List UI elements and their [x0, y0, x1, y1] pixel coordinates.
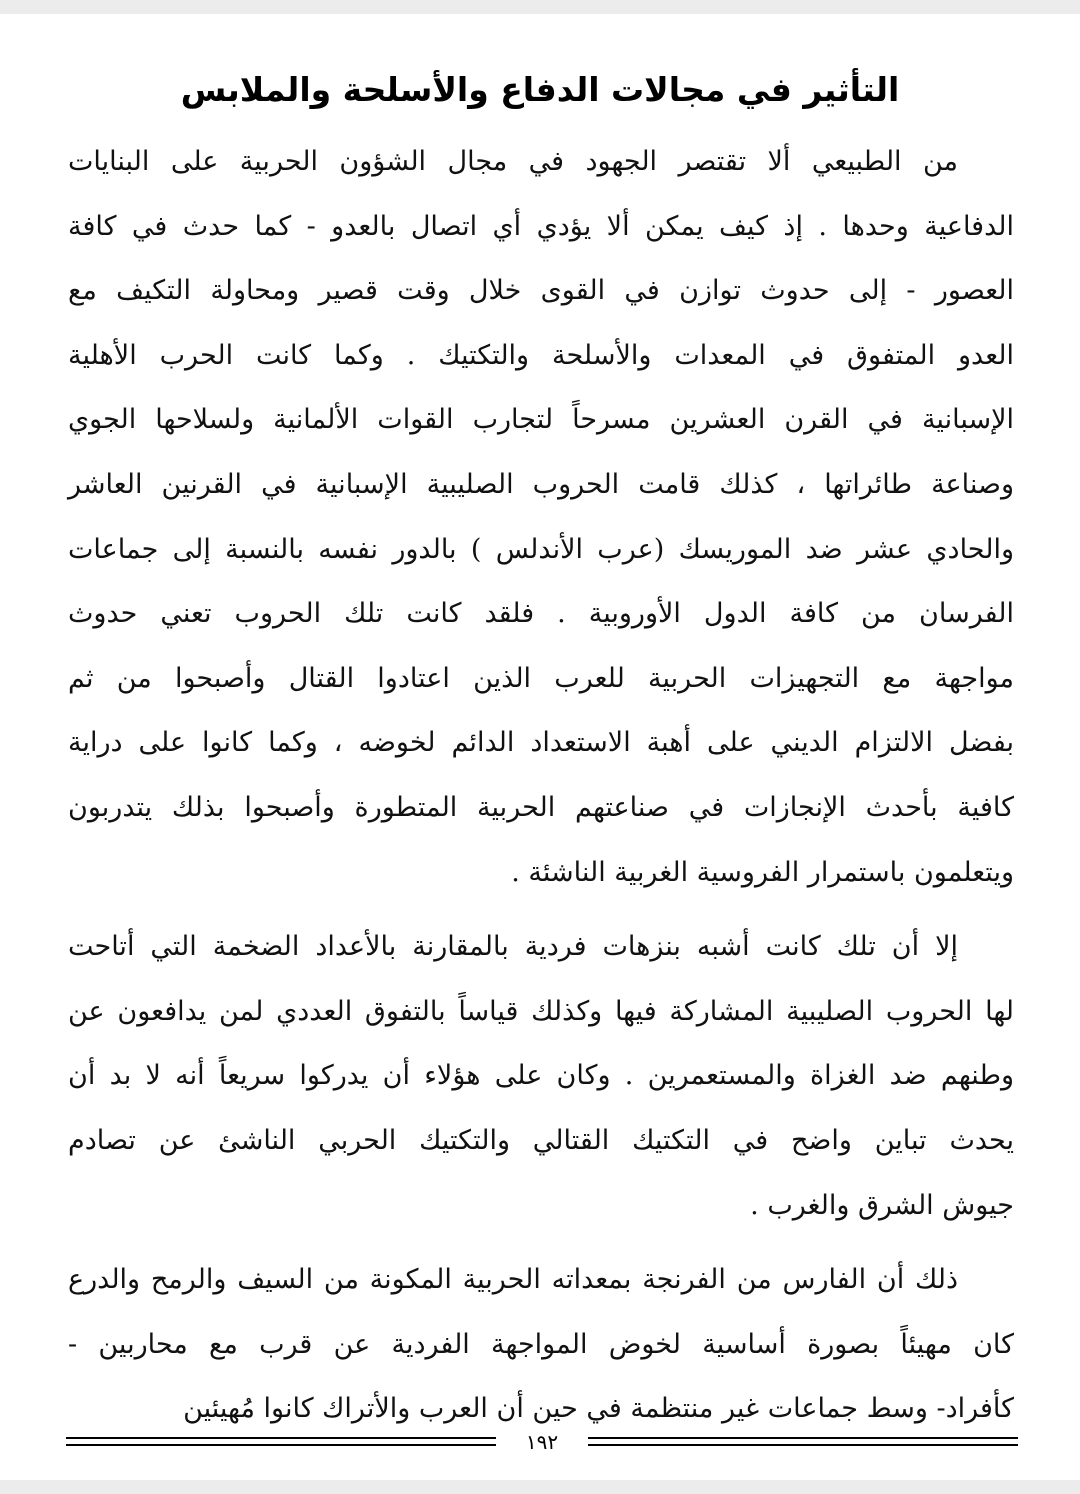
page-title: التأثير في مجالات الدفاع والأسلحة والملابس: [180, 70, 900, 109]
text-line: كان مهيئاً بصورة أساسية لخوض المواجهة الفردية عن قرب مع محاربين -: [68, 1328, 1014, 1360]
text-line: بفضل الالتزام الديني على أهبة الاستعداد الدائم لخوضه ، وكما كانوا على دراية: [68, 727, 1014, 759]
paragraph: [68, 915, 1014, 1238]
text-line: كافية بأحدث الإنجازات في صناعتهم الحربية المتطورة وأصبحوا بذلك يتدربون: [68, 791, 1014, 823]
footer-double-rule-left: [66, 1437, 496, 1446]
text-line: ويتعلمون باستمرار الفروسية الغربية الناشئة .: [511, 856, 1014, 888]
text-line: الإسبانية في القرن العشرين مسرحاً لتجارب القوات الألمانية ولسلاحها الجوي: [68, 404, 1014, 436]
text-line: وصناعة طائراتها ، كذلك قامت الحروب الصليبية الإسبانية في القرنين العاشر: [68, 468, 1014, 500]
text-line: كأفراد- وسط جماعات غير منتظمة في حين أن العرب والأتراك كانوا مُهيئين: [183, 1393, 1014, 1425]
text-line: إلا أن تلك كانت أشبه بنزهات فردية بالمقارنة بالأعداد الضخمة التي أتاحت: [68, 931, 958, 963]
text-line: جيوش الشرق والغرب .: [750, 1189, 1014, 1221]
text-line: العصور - إلى حدوث توازن في القوى خلال وقت قصير ومحاولة التكيف مع: [68, 275, 1014, 307]
page-number: ١٩٢: [525, 1430, 559, 1454]
text-line: مواجهة مع التجهيزات الحربية للعرب الذين اعتادوا القتال وأصبحوا من ثم: [68, 662, 1014, 694]
footer-double-rule-right: [588, 1437, 1018, 1446]
text-line: من الطبيعي ألا تقتصر الجهود في مجال الشؤون الحربية على البنايات: [68, 146, 958, 177]
text-line: ذلك أن الفارس من الفرنجة بمعداته الحربية المكونة من السيف والرمح والدرع: [68, 1264, 958, 1296]
text-line: لها الحروب الصليبية المشاركة فيها وكذلك قياساً بالتفوق العددي لمن يدافعون عن: [68, 995, 1014, 1027]
page-body: [68, 130, 1014, 1452]
paragraph: [68, 130, 1014, 905]
book-page: [0, 14, 1080, 1480]
text-line: الدفاعية وحدها . إذ كيف يمكن ألا يؤدي أي اتصال بالعدو - كما حدث في كافة: [68, 210, 1014, 242]
text-line: والحادي عشر ضد الموريسك (عرب الأندلس ) بالدور نفسه بالنسبة إلى جماعات: [68, 533, 1014, 565]
text-line: يحدث تباين واضح في التكتيك القتالي والتكتيك الحربي الناشئ عن تصادم: [68, 1124, 1014, 1156]
text-line: الفرسان من كافة الدول الأوروبية . فلقد كانت تلك الحروب تعني حدوث: [68, 598, 1014, 630]
text-line: العدو المتفوق في المعدات والأسلحة والتكتيك . وكما كانت الحرب الأهلية: [68, 339, 1014, 371]
text-line: وطنهم ضد الغزاة والمستعمرين . وكان على هؤلاء أن يدركوا سريعاً أنه لا بد أن: [68, 1060, 1014, 1092]
page-footer: [66, 1425, 1018, 1465]
paragraph: [68, 1248, 1014, 1442]
